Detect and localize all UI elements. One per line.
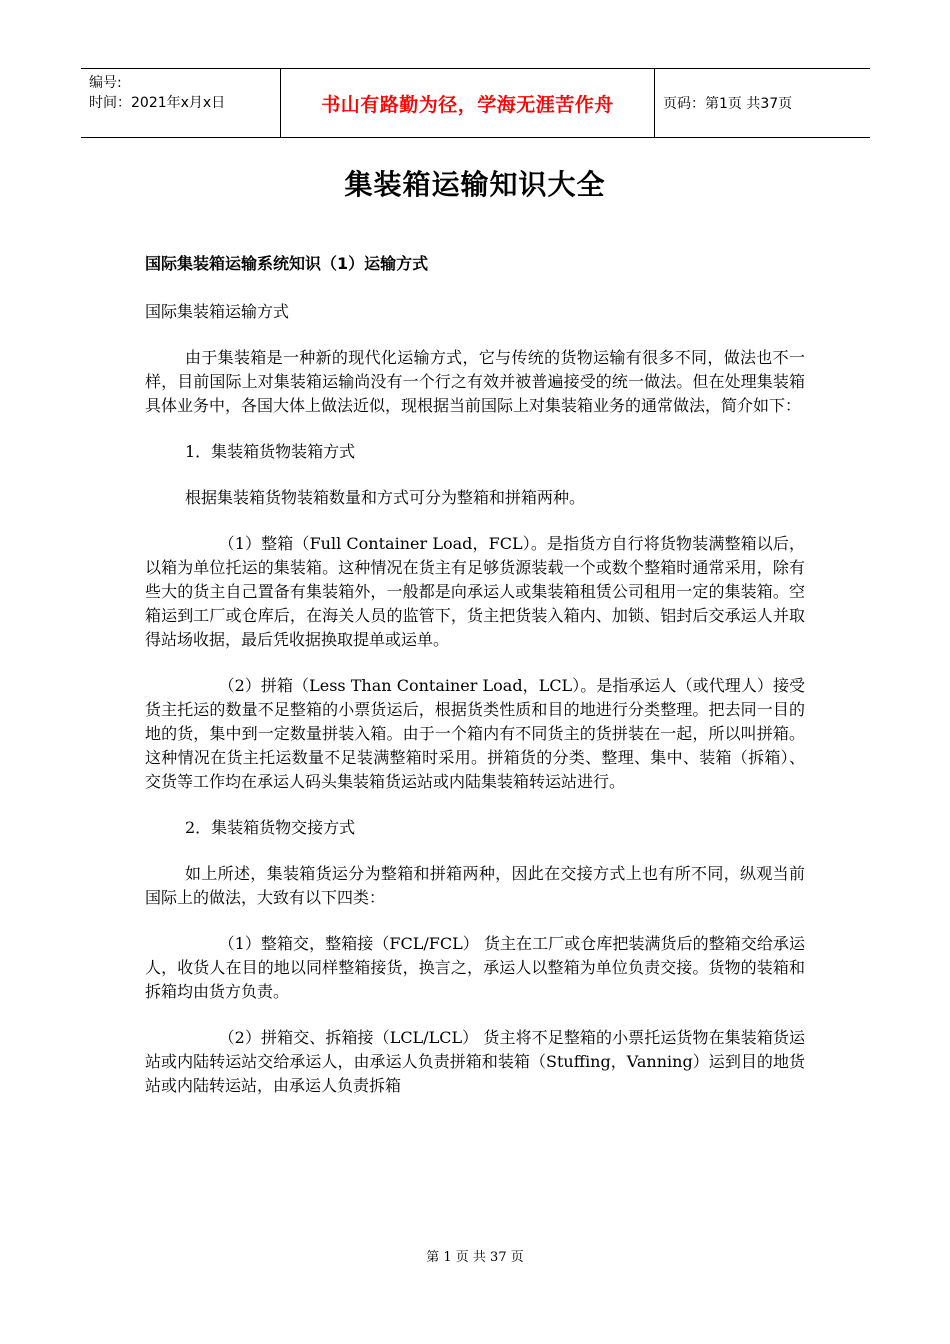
paragraph-lcl: （2）拼箱（Less Than Container Load，LCL）。是指承运人（或代理人）接受货主托运的数量不足整箱的小票货运后，根据货类性质和目的地进行分类整理。把去同一目的地的货，集中到一定数量拼装入箱。由于一个箱内有不同货主的货拼装在一起，所以叫拼箱。这种情况在货主托运数量不足装满整箱时采用。拼箱货的分类、整理、集中、装箱（拆箱）、交货等工作均在承运人码头集装箱货运站或内陆集装箱转运站进行。	[145, 676, 805, 791]
time-label: 时间：2021年x月x日	[89, 95, 226, 111]
number-label: 编号:	[89, 75, 122, 91]
header-meta-cell	[81, 69, 281, 137]
document-title: 集装箱运输知识大全	[344, 168, 606, 201]
paragraph-fcl: （1）整箱（Full Container Load，FCL）。是指货方自行将货物装满整箱以后，以箱为单位托运的集装箱。这种情况在货主有足够货源装载一个或数个整箱时通常采用，除有些大的货主自己置备有集装箱外，一般都是向承运人或集装箱租赁公司租用一定的集装箱。空箱运到工厂或仓库后，在海关人员的监管下，货主把货装入箱内、加锁、铝封后交承运人并取得站场收据，最后凭收据换取提单或运单。	[145, 534, 805, 649]
section-title: 国际集装箱运输系统知识（1）运输方式	[145, 254, 429, 273]
paragraph-heading: 国际集装箱运输方式	[145, 302, 290, 321]
subheading-handover: 2．集装箱货物交接方式	[185, 818, 356, 837]
page-footer: 第 1 页 共 37 页	[426, 1250, 524, 1265]
document-body	[145, 252, 805, 1120]
subheading-loading: 1．集装箱货物装箱方式	[185, 442, 356, 461]
header-page-info: 页码：第1页 共37页	[663, 96, 793, 112]
header-motto: 书山有路勤为径，学海无涯苦作舟	[281, 69, 655, 137]
paragraph-handover: 如上所述，集装箱货运分为整箱和拼箱两种，因此在交接方式上也有所不同，纵观当前国际上的做法，大致有以下四类：	[145, 864, 805, 907]
paragraph-intro: 由于集装箱是一种新的现代化运输方式，它与传统的货物运输有很多不同，做法也不一样，目前国际上对集装箱运输尚没有一个行之有效并被普遍接受的统一做法。但在处理集装箱具体业务中，各国大体上做法近似，现根据当前国际上对集装箱业务的通常做法，简介如下：	[145, 348, 805, 415]
paragraph-fcl-fcl: （1）整箱交，整箱接（FCL/FCL） 货主在工厂或仓库把装满货后的整箱交给承运人，收货人在目的地以同样整箱接货，换言之，承运人以整箱为单位负责交接。货物的装箱和拆箱均由货方负责。	[145, 934, 805, 1001]
paragraph-loading: 根据集装箱货物装箱数量和方式可分为整箱和拼箱两种。	[185, 488, 586, 507]
header-table	[81, 68, 870, 138]
paragraph-lcl-lcl: （2）拼箱交、拆箱接（LCL/LCL） 货主将不足整箱的小票托运货物在集装箱货运站或内陆转运站交给承运人，由承运人负责拼箱和装箱（Stuffing，Vanning）运到目的地货站或内陆转运站，由承运人负责拆箱	[145, 1028, 805, 1095]
